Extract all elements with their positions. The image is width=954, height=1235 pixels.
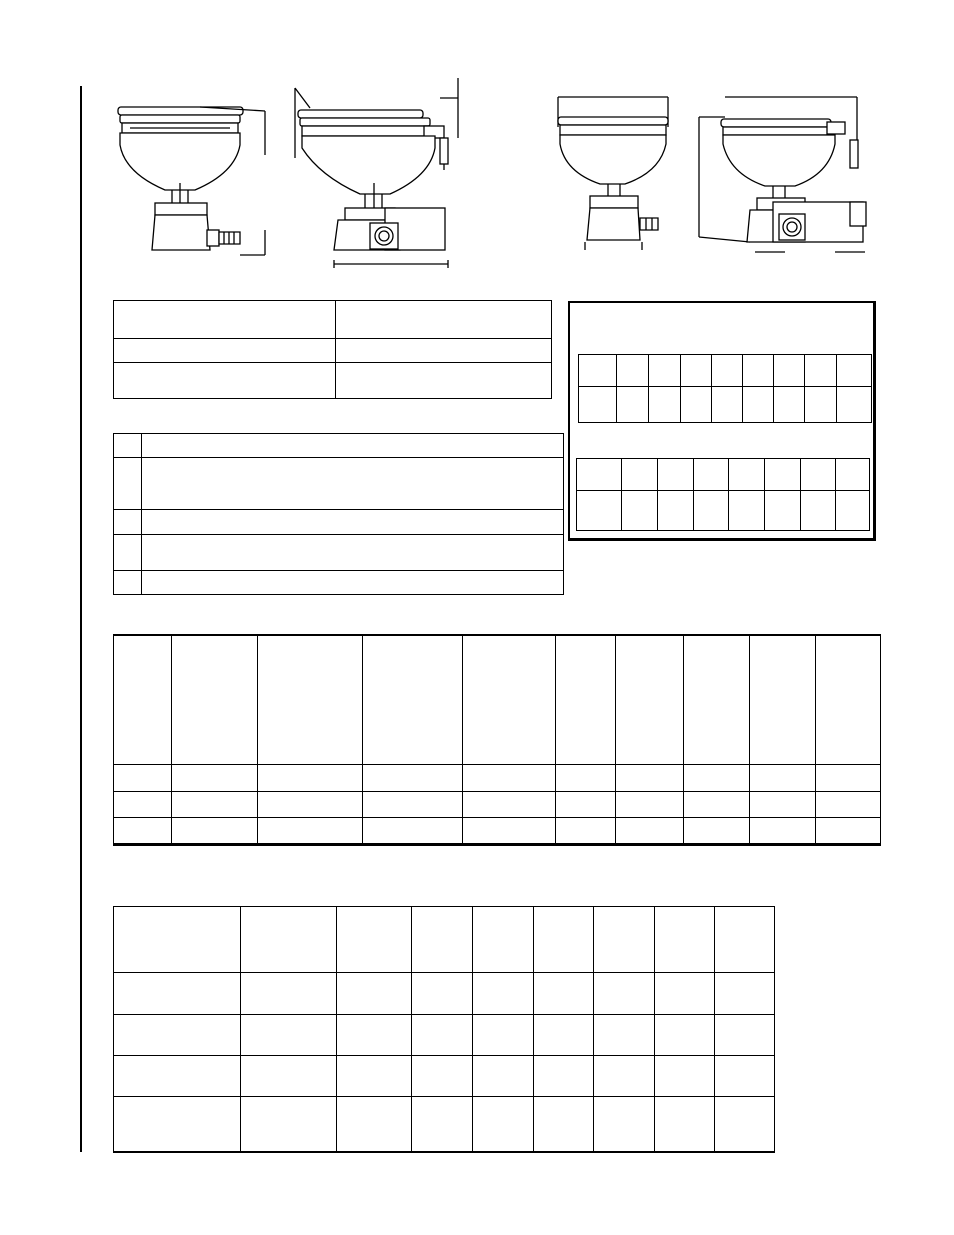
table-cell [594,973,655,1015]
table-cell [363,792,463,818]
table-cell [258,818,363,844]
step-number-cell [114,535,142,571]
table-cell [241,973,337,1015]
table-cell [743,355,774,387]
table-header-cell [684,636,750,765]
table-cell [715,1097,775,1153]
table-cell [750,818,816,844]
table-cell [337,973,412,1015]
table-cell [258,765,363,792]
wide-table-bottom-rule [113,844,881,846]
table-header-cell [750,636,816,765]
table-cell [617,355,649,387]
table-cell [684,818,750,844]
left-margin-rule [80,86,82,1152]
table-cell [473,973,534,1015]
toilet-side-view-b [695,92,875,257]
table-cell [463,765,556,792]
step-text-cell [142,458,564,510]
table-header-cell [114,636,172,765]
table-cell [534,1097,594,1153]
table-cell [594,1015,655,1056]
table-cell [837,387,872,423]
table-header-cell [463,636,556,765]
table-cell [715,1015,775,1056]
table-cell [579,355,617,387]
table-cell [114,363,336,399]
table-cell [114,973,241,1015]
table-cell [622,459,658,491]
table-header-cell [363,636,463,765]
table-cell [579,387,617,423]
table-cell [534,1015,594,1056]
table-cell [363,765,463,792]
table-cell [729,459,765,491]
table-cell [473,1015,534,1056]
table-cell [337,1056,412,1097]
table-cell [473,1056,534,1097]
table-cell [463,818,556,844]
table-cell [655,973,715,1015]
table-header-cell [556,636,616,765]
step-number-cell [114,510,142,535]
table-cell [805,387,837,423]
table-cell [684,792,750,818]
table-cell [577,459,622,491]
table-cell [114,1097,241,1153]
table-cell [258,792,363,818]
toilet-side-view-a [290,78,470,273]
table-cell [114,339,336,363]
table-cell [363,818,463,844]
table-cell [114,818,172,844]
table-header-cell [534,907,594,973]
lower-table-bottom-rule [113,1151,775,1153]
table-cell [684,765,750,792]
table-header-cell [241,907,337,973]
table-cell [801,459,836,491]
table-cell [337,1015,412,1056]
table-cell [534,973,594,1015]
table-cell [816,792,881,818]
table-cell [114,1056,241,1097]
wide-table [113,635,881,844]
table-cell [655,1056,715,1097]
table-cell [765,491,801,531]
table-cell [172,818,258,844]
table-cell [622,491,658,531]
table-cell [616,792,684,818]
table-cell [681,387,712,423]
lower-table [113,906,775,1153]
table-cell [577,491,622,531]
table-cell [337,1097,412,1153]
table-cell [712,355,743,387]
table-header-cell [258,636,363,765]
table-cell [114,1015,241,1056]
table-cell [836,491,870,531]
table-header-cell [616,636,684,765]
table-cell [594,1056,655,1097]
table-cell [616,765,684,792]
table-header-cell [715,907,775,973]
boxed-table-top [578,354,872,423]
table-header-cell [816,636,881,765]
table-cell [715,1056,775,1097]
table-header-cell [337,907,412,973]
table-cell [172,765,258,792]
table-cell [114,792,172,818]
table-cell [750,765,816,792]
table-cell [715,973,775,1015]
table-cell [655,1015,715,1056]
table-cell [336,339,552,363]
table-cell [556,818,616,844]
table-cell [681,355,712,387]
wide-table-top-rule [113,634,881,636]
table-cell [774,387,805,423]
table-cell [836,459,870,491]
toilet-front-view-a [100,95,280,265]
table-header-cell [594,907,655,973]
step-number-cell [114,571,142,595]
step-number-cell [114,458,142,510]
step-number-cell [114,434,142,458]
table-cell [556,792,616,818]
table-cell [172,792,258,818]
table-cell [241,1015,337,1056]
table-cell [655,1097,715,1153]
table-cell [336,301,552,339]
step-text-cell [142,434,564,458]
table-cell [412,1097,473,1153]
table-cell [694,459,729,491]
table-cell [412,973,473,1015]
table-cell [412,1015,473,1056]
table-cell [463,792,556,818]
table-cell [594,1097,655,1153]
step-text-cell [142,571,564,595]
table-cell [750,792,816,818]
table-cell [658,491,694,531]
toilet-front-view-b [550,92,680,252]
table-cell [241,1056,337,1097]
table-cell [774,355,805,387]
table-cell [729,491,765,531]
table-cell [336,363,552,399]
table-cell [616,818,684,844]
table-cell [816,818,881,844]
table-cell [114,765,172,792]
table-cell [556,765,616,792]
table-cell [743,387,774,423]
table-cell [473,1097,534,1153]
table-header-cell [473,907,534,973]
step-text-cell [142,535,564,571]
table-header-cell [655,907,715,973]
boxed-table-bottom [576,458,870,531]
table-header-cell [172,636,258,765]
table-cell [412,1056,473,1097]
table-cell [712,387,743,423]
table-header-cell [412,907,473,973]
steps-table [113,433,564,595]
table-cell [114,301,336,339]
table-header-cell [114,907,241,973]
table-cell [617,387,649,423]
table-cell [816,765,881,792]
table-cell [837,355,872,387]
table-cell [658,459,694,491]
table-cell [805,355,837,387]
table-cell [765,459,801,491]
spec-table [113,300,552,399]
table-cell [241,1097,337,1153]
table-cell [694,491,729,531]
table-cell [801,491,836,531]
table-cell [649,355,681,387]
table-cell [534,1056,594,1097]
table-cell [649,387,681,423]
step-text-cell [142,510,564,535]
